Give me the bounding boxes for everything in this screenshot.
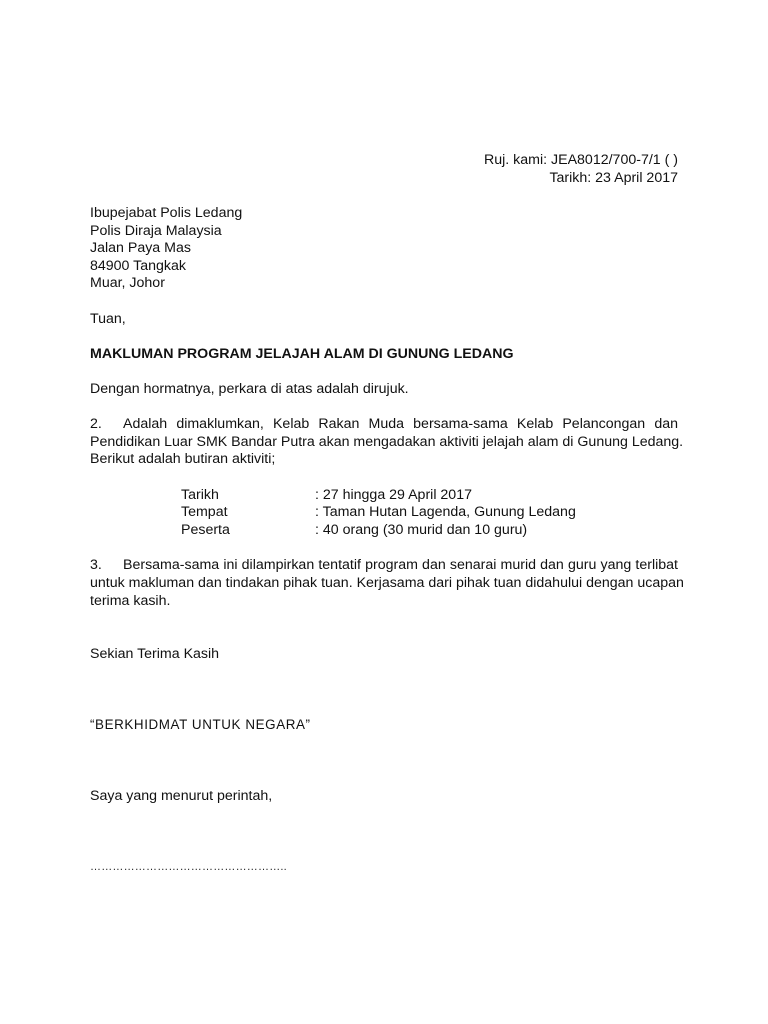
detail-label: Tarikh xyxy=(181,487,219,503)
detail-value: : Taman Hutan Lagenda, Gunung Ledang xyxy=(315,504,576,520)
signature-line: …………………………………………….. xyxy=(90,861,287,873)
reference-number: Ruj. kami: JEA8012/700-7/1 ( ) xyxy=(484,152,678,168)
detail-value: : 27 hingga 29 April 2017 xyxy=(315,487,472,503)
sign-off: Saya yang menurut perintah, xyxy=(90,788,273,804)
paragraph-text: Bersama-sama ini dilampirkan tentatif program dan senarai murid dan guru yang terlibat xyxy=(123,557,678,573)
paragraph-line: untuk makluman dan tindakan pihak tuan. Kerjasama dari pihak tuan didahului dengan ucapan xyxy=(90,575,684,591)
paragraph-line xyxy=(90,415,678,433)
detail-value: : 40 orang (30 murid dan 10 guru) xyxy=(315,522,528,538)
paragraph-number: 2. xyxy=(90,416,102,432)
address-line: Jalan Paya Mas xyxy=(90,240,191,256)
paragraph-line: terima kasih. xyxy=(90,593,171,609)
paragraph-line: Pendidikan Luar SMK Bandar Putra akan mengadakan aktiviti jelajah alam di Gunung Ledang. xyxy=(90,434,684,450)
address-line: Ibupejabat Polis Ledang xyxy=(90,205,243,221)
paragraph-line: Berikut adalah butiran aktiviti; xyxy=(90,451,276,467)
salutation: Tuan, xyxy=(90,311,126,327)
paragraph-text: Adalah dimaklumkan, Kelab Rakan Muda bersama-sama Kelab Pelancongan dan xyxy=(123,416,678,432)
paragraph-line xyxy=(90,556,678,574)
address-line: 84900 Tangkak xyxy=(90,258,186,274)
motto: “BERKHIDMAT UNTUK NEGARA” xyxy=(90,717,311,732)
address-line: Polis Diraja Malaysia xyxy=(90,223,222,239)
address-line: Muar, Johor xyxy=(90,275,165,291)
paragraph-number: 3. xyxy=(90,557,102,573)
detail-label: Tempat xyxy=(181,504,228,520)
detail-label: Peserta xyxy=(181,522,230,538)
opening-paragraph: Dengan hormatnya, perkara di atas adalah dirujuk. xyxy=(90,381,409,397)
closing-remark: Sekian Terima Kasih xyxy=(90,646,220,662)
letter-subject: MAKLUMAN PROGRAM JELAJAH ALAM DI GUNUNG LEDANG xyxy=(90,346,514,362)
letter-date: Tarikh: 23 April 2017 xyxy=(549,170,678,186)
